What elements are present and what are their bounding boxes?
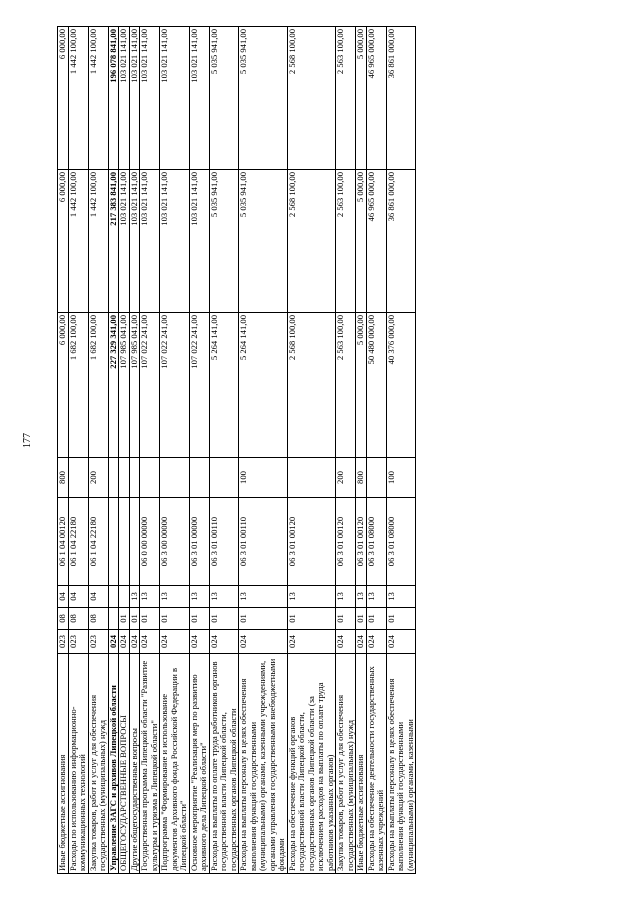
row-expense-type: 800: [356, 458, 367, 498]
row-code: 024: [239, 630, 288, 654]
row-amount-2: 6 000,00: [58, 170, 69, 313]
row-amount-3: 196 078 841,00: [108, 27, 119, 170]
row-amount-1: 5 000,00: [356, 313, 367, 458]
row-subsection: 13: [239, 586, 288, 608]
row-code: 024: [140, 630, 160, 654]
row-name: Закупка товаров, работ и услуг для обеспечения государственных (муниципальных) нужд: [336, 654, 356, 874]
row-name: Основное мероприятие "Реализация мер по развитию архивного дела Липецкой области": [189, 654, 209, 874]
row-code: 024: [287, 630, 336, 654]
row-name: Расходы на выплаты персоналу в целях обеспечения выполнения функций государственными (муниципальными) органами, казенными: [386, 654, 416, 874]
row-expense-type: [140, 458, 160, 498]
row-code: 023: [58, 630, 69, 654]
row-section: 01: [140, 608, 160, 630]
row-target-article: 06 0 00 00000: [140, 498, 160, 586]
row-target-article: 06 3 01 00110: [209, 498, 239, 586]
row-amount-2: 5 035 941,00: [209, 170, 239, 313]
row-name: Государственная программа Липецкой области "Развитие культуры и туризма в Липецкой области": [140, 654, 160, 874]
row-expense-type: 100: [386, 458, 416, 498]
row-section: [108, 608, 119, 630]
row-code: 024: [189, 630, 209, 654]
row-amount-3: 2 563 100,00: [336, 27, 356, 170]
row-amount-1: 1 682 100,00: [88, 313, 108, 458]
row-target-article: 06 1 04 00120: [58, 498, 69, 586]
row-code: 023: [88, 630, 108, 654]
row-amount-1: 1 682 100,00: [68, 313, 88, 458]
table-row: [88, 27, 108, 874]
row-section: 01: [287, 608, 336, 630]
table-row: [356, 27, 367, 874]
row-name: Расходы на обеспечение деятельности государственных казенных учреждений: [366, 654, 386, 874]
row-code: 024: [336, 630, 356, 654]
row-expense-type: 800: [58, 458, 69, 498]
table-row: [140, 27, 160, 874]
row-target-article: 06 3 00 00000: [160, 498, 190, 586]
row-section: 01: [366, 608, 386, 630]
row-subsection: 13: [160, 586, 190, 608]
row-code: 024: [386, 630, 416, 654]
row-expense-type: [160, 458, 190, 498]
row-name: Управление ЗАГС и архивов Липецкой области: [108, 654, 119, 874]
row-subsection: [108, 586, 119, 608]
row-section: 08: [58, 608, 69, 630]
row-target-article: [129, 498, 140, 586]
row-target-article: 06 1 04 22180: [88, 498, 108, 586]
rotated-table-container: [57, 27, 416, 874]
row-target-article: 06 3 01 08000: [386, 498, 416, 586]
row-amount-2: 103 021 141,00: [140, 170, 160, 313]
row-name: Иные бюджетные ассигнования: [356, 654, 367, 874]
row-section: 08: [88, 608, 108, 630]
row-target-article: 06 3 01 00120: [336, 498, 356, 586]
row-section: 01: [129, 608, 140, 630]
row-amount-2: 1 442 100,00: [88, 170, 108, 313]
row-amount-1: 5 264 141,00: [239, 313, 288, 458]
row-subsection: 13: [287, 586, 336, 608]
table-row: [209, 27, 239, 874]
row-amount-2: 36 861 000,00: [386, 170, 416, 313]
row-amount-1: 227 329 341,00: [108, 313, 119, 458]
row-target-article: 06 3 01 00120: [287, 498, 336, 586]
table-row: [68, 27, 88, 874]
table-row: [160, 27, 190, 874]
row-amount-1: 107 022 241,00: [160, 313, 190, 458]
table-row: [189, 27, 209, 874]
row-name: Расходы на обеспечение функций органов государственной власти Липецкой области, государственных органов Липецкой области (за исключением расходов на выплаты по оплате труда работников указанных органов): [287, 654, 336, 874]
row-name: Расходы на выплаты персоналу в целях обеспечения выполнения функций государственными (муниципальными) органами, казенными учреждениями, органами управления государственными внебюджетными фондами: [239, 654, 288, 874]
table-row: [129, 27, 140, 874]
row-amount-3: 5 035 941,00: [239, 27, 288, 170]
row-amount-1: 50 480 000,00: [366, 313, 386, 458]
row-expense-type: [108, 458, 119, 498]
table-row: [58, 27, 69, 874]
row-amount-3: 1 442 100,00: [88, 27, 108, 170]
row-section: 01: [336, 608, 356, 630]
row-subsection: 13: [356, 586, 367, 608]
row-name: Расходы по использованию информационно-коммуникационных технологий: [68, 654, 88, 874]
row-amount-1: 107 985 041,00: [119, 313, 130, 458]
row-expense-type: 200: [336, 458, 356, 498]
row-target-article: 06 3 01 08000: [366, 498, 386, 586]
row-target-article: 06 3 01 00000: [189, 498, 209, 586]
table-row: [239, 27, 288, 874]
row-amount-2: 46 965 000,00: [366, 170, 386, 313]
row-expense-type: [366, 458, 386, 498]
row-amount-3: 36 861 000,00: [386, 27, 416, 170]
page-number: 177: [22, 433, 33, 448]
row-name: Расходы на выплаты по оплате труда работников органов государственной власти Липецкой области, государственных органов Липецкой области: [209, 654, 239, 874]
row-subsection: 13: [140, 586, 160, 608]
row-amount-2: 2 563 100,00: [336, 170, 356, 313]
row-amount-1: 5 264 141,00: [209, 313, 239, 458]
row-code: 024: [366, 630, 386, 654]
row-target-article: [108, 498, 119, 586]
row-amount-1: 107 022 241,00: [189, 313, 209, 458]
row-code: 024: [108, 630, 119, 654]
row-amount-3: 103 021 141,00: [140, 27, 160, 170]
row-amount-1: 107 985 041,00: [129, 313, 140, 458]
row-target-article: 06 3 01 00120: [356, 498, 367, 586]
row-amount-1: 107 022 241,00: [140, 313, 160, 458]
row-amount-3: 46 965 000,00: [366, 27, 386, 170]
row-subsection: 13: [386, 586, 416, 608]
row-code: 024: [160, 630, 190, 654]
row-subsection: 04: [58, 586, 69, 608]
row-code: 024: [129, 630, 140, 654]
row-subsection: 13: [189, 586, 209, 608]
row-amount-3: 2 568 100,00: [287, 27, 336, 170]
row-amount-2: 217 383 841,00: [108, 170, 119, 313]
row-name: Другие общегосударственные вопросы: [129, 654, 140, 874]
row-code: 024: [209, 630, 239, 654]
row-amount-1: 6 000,00: [58, 313, 69, 458]
row-amount-1: 40 376 000,00: [386, 313, 416, 458]
row-amount-1: 2 563 100,00: [336, 313, 356, 458]
row-amount-3: 103 021 141,00: [119, 27, 130, 170]
row-section: 01: [239, 608, 288, 630]
row-subsection: 13: [129, 586, 140, 608]
row-expense-type: [209, 458, 239, 498]
row-target-article: 06 3 01 00110: [239, 498, 288, 586]
table-row: [287, 27, 336, 874]
row-subsection: 13: [336, 586, 356, 608]
row-section: 01: [189, 608, 209, 630]
row-target-article: 06 1 04 22180: [68, 498, 88, 586]
row-name: Закупка товаров, работ и услуг для обеспечения государственных (муниципальных) нужд: [88, 654, 108, 874]
row-name: Иные бюджетные ассигнования: [58, 654, 69, 874]
row-subsection: [119, 586, 130, 608]
row-name: Подпрограмма "Формирование и использование документов Архивного фонда Российской Федерации в Липецкой области": [160, 654, 190, 874]
row-amount-2: 103 021 141,00: [129, 170, 140, 313]
row-amount-3: 5 000,00: [356, 27, 367, 170]
row-expense-type: [68, 458, 88, 498]
table-row: [386, 27, 416, 874]
row-subsection: 13: [366, 586, 386, 608]
row-code: 024: [356, 630, 367, 654]
row-expense-type: 200: [88, 458, 108, 498]
row-section: 01: [209, 608, 239, 630]
row-section: 01: [356, 608, 367, 630]
table-row: [108, 27, 119, 874]
row-section: 01: [160, 608, 190, 630]
table-row: [119, 27, 130, 874]
row-expense-type: 100: [239, 458, 288, 498]
row-amount-3: 5 035 941,00: [209, 27, 239, 170]
row-code: 024: [119, 630, 130, 654]
row-section: 01: [119, 608, 130, 630]
row-section: 01: [386, 608, 416, 630]
row-subsection: 04: [68, 586, 88, 608]
row-subsection: 04: [88, 586, 108, 608]
row-amount-2: 2 568 100,00: [287, 170, 336, 313]
row-amount-2: 1 442 100,00: [68, 170, 88, 313]
budget-table-body: [58, 27, 416, 874]
row-amount-3: 103 021 141,00: [160, 27, 190, 170]
row-code: 023: [68, 630, 88, 654]
row-target-article: [119, 498, 130, 586]
row-amount-3: 1 442 100,00: [68, 27, 88, 170]
row-expense-type: [129, 458, 140, 498]
row-amount-2: 103 021 141,00: [160, 170, 190, 313]
row-amount-2: 5 035 941,00: [239, 170, 288, 313]
row-expense-type: [287, 458, 336, 498]
row-amount-3: 103 021 141,00: [189, 27, 209, 170]
row-section: 08: [68, 608, 88, 630]
row-amount-2: 5 000,00: [356, 170, 367, 313]
row-amount-3: 103 021 141,00: [129, 27, 140, 170]
row-name: ОБЩЕГОСУДАРСТВЕННЫЕ ВОПРОСЫ: [119, 654, 130, 874]
row-amount-2: 103 021 141,00: [119, 170, 130, 313]
row-amount-3: 6 000,00: [58, 27, 69, 170]
row-expense-type: [119, 458, 130, 498]
table-row: [366, 27, 386, 874]
budget-table: [57, 26, 416, 874]
row-amount-2: 103 021 141,00: [189, 170, 209, 313]
table-row: [336, 27, 356, 874]
row-subsection: 13: [209, 586, 239, 608]
row-expense-type: [189, 458, 209, 498]
row-amount-1: 2 568 100,00: [287, 313, 336, 458]
